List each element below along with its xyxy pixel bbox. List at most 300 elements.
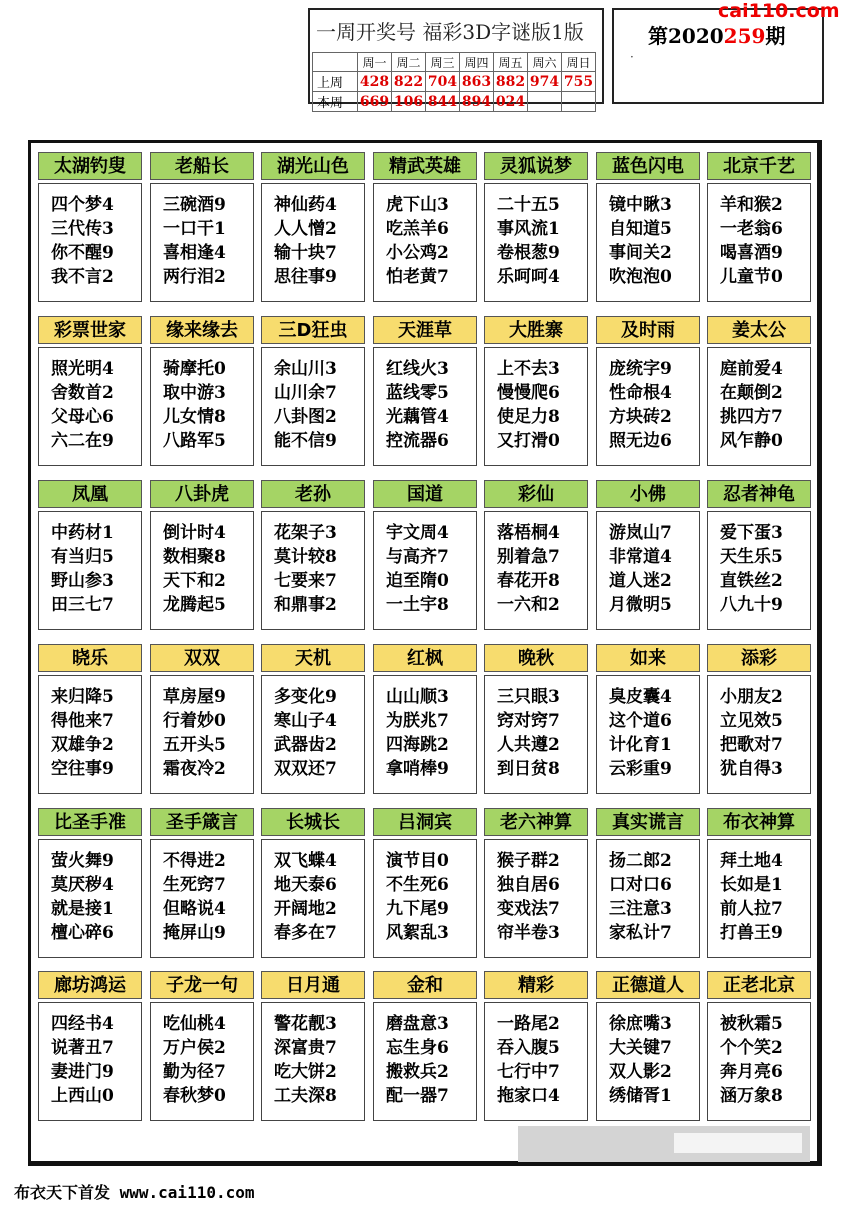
riddle-line: 说著丑7: [51, 1038, 114, 1058]
riddle-line: 山川余7: [274, 383, 337, 403]
riddle-body: [596, 511, 700, 630]
draw-number: 106: [392, 92, 426, 112]
riddle-body: [373, 347, 477, 466]
riddle-line: 春多在7: [274, 923, 337, 943]
riddle-line: 骑摩托0: [163, 359, 226, 379]
riddle-author: 忍者神龟: [707, 480, 811, 508]
riddle-line: 落梧桐4: [497, 523, 560, 543]
riddle-cell: [150, 152, 256, 302]
riddle-cell: [261, 971, 367, 1121]
riddle-line: 到日贫8: [497, 759, 560, 779]
riddle-cell: [373, 152, 479, 302]
riddle-body: [150, 839, 254, 958]
riddle-line: 六二在9: [51, 431, 114, 451]
riddle-line: 行着妙0: [163, 711, 226, 731]
riddle-cell: [261, 152, 367, 302]
riddle-line: 计化育1: [609, 735, 672, 755]
riddle-body: [707, 183, 811, 302]
riddle-line: 就是接1: [51, 899, 114, 919]
riddle-line: 不得进2: [163, 851, 226, 871]
riddle-line: 蓝线零5: [386, 383, 449, 403]
riddle-line: 吃大饼2: [274, 1062, 337, 1082]
riddle-body: [261, 183, 365, 302]
riddle-line: 儿童节0: [720, 267, 783, 287]
riddle-body: [596, 839, 700, 958]
riddle-line: 被秋霜5: [720, 1014, 783, 1034]
riddle-line: 天生乐5: [720, 547, 783, 567]
riddle-cell: [596, 152, 702, 302]
riddle-author: 比圣手准: [38, 808, 142, 836]
riddle-line: 别着急7: [497, 547, 560, 567]
riddle-line: 我不言2: [51, 267, 114, 287]
riddle-body: [596, 347, 700, 466]
riddle-author: 圣手箴言: [150, 808, 254, 836]
riddle-line: 天下和2: [163, 571, 226, 591]
riddle-line: 地天泰6: [274, 875, 337, 895]
riddle-author: 彩票世家: [38, 316, 142, 344]
riddle-body: [38, 675, 142, 794]
riddle-line: 照光明4: [51, 359, 114, 379]
riddle-line: 中药材1: [51, 523, 114, 543]
riddle-line: 照无边6: [609, 431, 672, 451]
riddle-line: 配一器7: [386, 1086, 449, 1106]
riddle-line: 猴子群2: [497, 851, 560, 871]
riddle-body: [373, 1002, 477, 1121]
riddle-line: 虎下山3: [386, 195, 449, 215]
riddle-line: 莫厌秽4: [51, 875, 114, 895]
riddle-body: [373, 183, 477, 302]
day-label: 周四: [460, 53, 494, 72]
riddle-line: 使足力8: [497, 407, 560, 427]
riddle-line: 大关键7: [609, 1038, 672, 1058]
riddle-line: 道人迷2: [609, 571, 672, 591]
riddle-body: [707, 839, 811, 958]
riddle-line: 有当归5: [51, 547, 114, 567]
riddle-line: 警花靓3: [274, 1014, 337, 1034]
riddle-author: 正老北京: [707, 971, 811, 999]
riddle-body: [484, 839, 588, 958]
riddle-line: 霜夜冷2: [163, 759, 226, 779]
riddle-line: 长如是1: [720, 875, 783, 895]
draw-table: [312, 52, 596, 112]
riddle-line: 喝喜酒9: [720, 243, 783, 263]
riddle-cell: [484, 152, 590, 302]
riddle-line: 在颠倒2: [720, 383, 783, 403]
riddle-line: 小公鸡2: [386, 243, 449, 263]
riddle-line: 吃羔羊6: [386, 219, 449, 239]
riddle-line: 月微明5: [609, 595, 672, 615]
riddle-line: 事间关2: [609, 243, 672, 263]
riddle-author: 金和: [373, 971, 477, 999]
riddle-line: 五开头5: [163, 735, 226, 755]
draw-number: 428: [358, 72, 392, 92]
riddle-body: [38, 839, 142, 958]
riddle-body: [150, 347, 254, 466]
riddle-author: 正德道人: [596, 971, 700, 999]
riddle-line: 迫至隋0: [386, 571, 449, 591]
riddle-author: 灵狐说梦: [484, 152, 588, 180]
riddle-cell: [596, 808, 702, 958]
issue-number: [648, 20, 785, 49]
riddle-author: 八卦虎: [150, 480, 254, 508]
riddle-cell: [596, 971, 702, 1121]
riddle-line: 余山川3: [274, 359, 337, 379]
riddle-cell: [38, 971, 144, 1121]
riddle-cell: [150, 971, 256, 1121]
riddle-line: 二十五5: [497, 195, 560, 215]
riddle-cell: [38, 644, 144, 794]
riddle-line: 口对口6: [609, 875, 672, 895]
riddle-author: 太湖钓叟: [38, 152, 142, 180]
riddle-cell: [261, 808, 367, 958]
riddle-body: [373, 839, 477, 958]
riddle-line: 吹泡泡0: [609, 267, 672, 287]
riddle-line: 思往事9: [274, 267, 337, 287]
riddle-author: 大胜寨: [484, 316, 588, 344]
riddle-author: 天机: [261, 644, 365, 672]
riddle-line: 掩屏山9: [163, 923, 226, 943]
riddle-body: [38, 1002, 142, 1121]
riddle-cell: [38, 480, 144, 630]
riddle-line: 草房屋9: [163, 687, 226, 707]
riddle-line: 数相聚8: [163, 547, 226, 567]
riddle-body: [150, 511, 254, 630]
last-week-row: [313, 72, 596, 92]
riddle-cell: [484, 316, 590, 466]
riddle-line: 自知道5: [609, 219, 672, 239]
riddle-line: 磨盘意3: [386, 1014, 449, 1034]
riddle-line: 徐庶嘴3: [609, 1014, 672, 1034]
riddle-cell: [484, 808, 590, 958]
riddle-author: 蓝色闪电: [596, 152, 700, 180]
riddle-line: 来归降5: [51, 687, 114, 707]
riddle-author: 如来: [596, 644, 700, 672]
riddle-line: 把歌对7: [720, 735, 783, 755]
riddle-line: 开阔地2: [274, 899, 337, 919]
riddle-body: [484, 347, 588, 466]
riddle-line: 一口干1: [163, 219, 226, 239]
riddle-line: 深富贵7: [274, 1038, 337, 1058]
riddle-line: 两行泪2: [163, 267, 226, 287]
riddle-line: 人人憎2: [274, 219, 337, 239]
riddle-line: 儿女情8: [163, 407, 226, 427]
riddle-line: 勤为径7: [163, 1062, 226, 1082]
riddle-line: 又打滑0: [497, 431, 560, 451]
riddle-author: 老六神算: [484, 808, 588, 836]
riddle-cell: [707, 480, 813, 630]
riddle-line: 吞入腹5: [497, 1038, 560, 1058]
riddle-author: 晚秋: [484, 644, 588, 672]
riddle-author: 添彩: [707, 644, 811, 672]
riddle-author: 廊坊鸿运: [38, 971, 142, 999]
riddle-line: 搬救兵2: [386, 1062, 449, 1082]
riddle-line: 镜中瞅3: [609, 195, 672, 215]
riddle-line: 上不去3: [497, 359, 560, 379]
riddle-author: 双双: [150, 644, 254, 672]
riddle-line: 挑四方7: [720, 407, 783, 427]
riddle-line: 一六和2: [497, 595, 560, 615]
riddle-line: 窍对窍7: [497, 711, 560, 731]
riddle-line: 八九十9: [720, 595, 783, 615]
riddle-line: 生死窍7: [163, 875, 226, 895]
riddle-line: 人共遵2: [497, 735, 560, 755]
riddle-line: 游岚山7: [609, 523, 672, 543]
riddle-body: [484, 511, 588, 630]
riddle-line: 空往事9: [51, 759, 114, 779]
draw-number: 024: [494, 92, 528, 112]
riddle-line: 神仙药4: [274, 195, 337, 215]
riddle-line: 野山参3: [51, 571, 114, 591]
riddle-author: 彩仙: [484, 480, 588, 508]
footer-box: [518, 1126, 810, 1162]
issue-prefix: 第2020: [648, 24, 724, 48]
riddle-line: 家私计7: [609, 923, 672, 943]
day-label: 周六: [528, 53, 562, 72]
draw-number: [562, 92, 596, 112]
riddle-line: 不生死6: [386, 875, 449, 895]
riddle-cell: [707, 971, 813, 1121]
riddle-cell: [38, 152, 144, 302]
riddle-line: 双人影2: [609, 1062, 672, 1082]
draw-number: 844: [426, 92, 460, 112]
riddle-line: 万户侯2: [163, 1038, 226, 1058]
draw-number: 755: [562, 72, 596, 92]
riddle-line: 寒山子4: [274, 711, 337, 731]
riddle-cell: [150, 316, 256, 466]
riddle-line: 能不信9: [274, 431, 337, 451]
riddle-line: 三注意3: [609, 899, 672, 919]
weekly-draw-panel: [308, 8, 604, 111]
riddle-cell: [373, 644, 479, 794]
riddle-line: 妻进门9: [51, 1062, 114, 1082]
riddle-cell: [150, 808, 256, 958]
draw-number: [528, 92, 562, 112]
riddle-cell: [484, 644, 590, 794]
riddle-line: 独自居6: [497, 875, 560, 895]
riddle-line: 这个道6: [609, 711, 672, 731]
footer-text: 布衣天下首发 www.cai110.com: [14, 1183, 255, 1202]
riddle-line: 拿哨棒9: [386, 759, 449, 779]
riddle-author: 长城长: [261, 808, 365, 836]
riddle-line: 武器齿2: [274, 735, 337, 755]
riddle-line: 爱下蛋3: [720, 523, 783, 543]
riddle-line: 花架子3: [274, 523, 337, 543]
riddle-author: 布衣神算: [707, 808, 811, 836]
riddle-line: 光藕管4: [386, 407, 449, 427]
riddle-line: 莫计较8: [274, 547, 337, 567]
riddle-cell: [373, 316, 479, 466]
riddle-body: [150, 675, 254, 794]
riddle-body: [484, 675, 588, 794]
site-logo: cai110.com: [718, 0, 840, 22]
riddle-line: 九下尾9: [386, 899, 449, 919]
riddle-line: 演节目0: [386, 851, 449, 871]
riddle-line: 忘生身6: [386, 1038, 449, 1058]
riddle-line: 喜相逢4: [163, 243, 226, 263]
riddle-line: 宇文周4: [386, 523, 449, 543]
riddle-line: 双雄争2: [51, 735, 114, 755]
draw-number: 822: [392, 72, 426, 92]
riddle-line: 怕老黄7: [386, 267, 449, 287]
riddle-author: 国道: [373, 480, 477, 508]
riddle-cell: [596, 316, 702, 466]
draw-number: 669: [358, 92, 392, 112]
riddle-body: [707, 511, 811, 630]
riddle-cell: [373, 971, 479, 1121]
draw-number: 704: [426, 72, 460, 92]
riddle-author: 凤凰: [38, 480, 142, 508]
riddle-body: [484, 1002, 588, 1121]
riddle-line: 控流器6: [386, 431, 449, 451]
riddle-body: [38, 183, 142, 302]
riddle-author: 小佛: [596, 480, 700, 508]
riddle-cell: [596, 480, 702, 630]
day-label: 周五: [494, 53, 528, 72]
riddle-line: 春花开8: [497, 571, 560, 591]
riddle-line: 八卦图2: [274, 407, 337, 427]
riddle-author: 缘来缘去: [150, 316, 254, 344]
riddle-cell: [707, 152, 813, 302]
riddle-line: 个个笑2: [720, 1038, 783, 1058]
riddle-line: 事风流1: [497, 219, 560, 239]
riddle-author: 精彩: [484, 971, 588, 999]
riddle-cell: [38, 808, 144, 958]
riddle-line: 取中游3: [163, 383, 226, 403]
riddle-line: 工夫深8: [274, 1086, 337, 1106]
riddle-line: 绣储胥1: [609, 1086, 672, 1106]
riddle-line: 直铁丝2: [720, 571, 783, 591]
riddle-cell: [261, 480, 367, 630]
riddle-line: 双飞蝶4: [274, 851, 337, 871]
day-label: 周二: [392, 53, 426, 72]
riddle-cell: [484, 971, 590, 1121]
riddle-line: 奔月亮6: [720, 1062, 783, 1082]
riddle-body: [38, 347, 142, 466]
riddle-author: 北京千艺: [707, 152, 811, 180]
riddle-line: 一路尾2: [497, 1014, 560, 1034]
riddle-line: 舍数首2: [51, 383, 114, 403]
day-header-row: [313, 53, 596, 72]
riddle-line: 你不醒9: [51, 243, 114, 263]
riddle-line: 为朕兆7: [386, 711, 449, 731]
riddle-line: 打兽王9: [720, 923, 783, 943]
riddle-body: [707, 675, 811, 794]
riddle-line: 四海跳2: [386, 735, 449, 755]
riddle-line: 双双还7: [274, 759, 337, 779]
day-label: 周日: [562, 53, 596, 72]
riddle-line: 羊和猴2: [720, 195, 783, 215]
riddle-cell: [150, 480, 256, 630]
riddle-line: 但略说4: [163, 899, 226, 919]
riddle-line: 三碗酒9: [163, 195, 226, 215]
riddle-cell: [707, 644, 813, 794]
riddle-line: 风乍静0: [720, 431, 783, 451]
riddle-line: 风絮乱3: [386, 923, 449, 943]
riddle-line: 前人拉7: [720, 899, 783, 919]
riddle-line: 春秋梦0: [163, 1086, 226, 1106]
riddle-line: 变戏法7: [497, 899, 560, 919]
riddle-line: 四经书4: [51, 1014, 114, 1034]
draw-number: 882: [494, 72, 528, 92]
draw-number: 863: [460, 72, 494, 92]
riddle-author: 老孙: [261, 480, 365, 508]
riddle-line: 性命根4: [609, 383, 672, 403]
riddle-author: 红枫: [373, 644, 477, 672]
riddle-author: 三D狂虫: [261, 316, 365, 344]
riddle-line: 多变化9: [274, 687, 337, 707]
draw-number: 974: [528, 72, 562, 92]
riddle-cell: [707, 316, 813, 466]
riddle-line: 输十块7: [274, 243, 337, 263]
issue-highlight: 259: [723, 24, 766, 48]
riddle-body: [707, 1002, 811, 1121]
riddle-line: 庭前爱4: [720, 359, 783, 379]
riddle-line: 云彩重9: [609, 759, 672, 779]
riddle-line: 和鼎事2: [274, 595, 337, 615]
riddle-author: 及时雨: [596, 316, 700, 344]
riddle-line: 拜土地4: [720, 851, 783, 871]
riddle-line: 七行中7: [497, 1062, 560, 1082]
riddle-author: 日月通: [261, 971, 365, 999]
riddle-author: 真实谎言: [596, 808, 700, 836]
riddle-body: [261, 839, 365, 958]
riddle-line: 一土宇8: [386, 595, 449, 615]
riddle-body: [596, 675, 700, 794]
riddle-line: 七要来7: [274, 571, 337, 591]
riddle-line: 拖家口4: [497, 1086, 560, 1106]
riddle-body: [596, 1002, 700, 1121]
riddle-line: 卷根葱9: [497, 243, 560, 263]
riddle-line: 立见效5: [720, 711, 783, 731]
riddle-line: 庞统字9: [609, 359, 672, 379]
riddle-line: 涵万象8: [720, 1086, 783, 1106]
riddle-cell: [150, 644, 256, 794]
riddle-line: 山山顺3: [386, 687, 449, 707]
riddle-cell: [596, 644, 702, 794]
panel-title: 一周开奖号 福彩3D字谜版1版: [316, 20, 584, 44]
riddle-line: 方块砖2: [609, 407, 672, 427]
row-label: 本周: [313, 92, 358, 112]
riddle-author: 老船长: [150, 152, 254, 180]
riddle-body: [484, 183, 588, 302]
riddle-body: [373, 675, 477, 794]
riddle-line: 田三七7: [51, 595, 114, 615]
riddle-line: 四个梦4: [51, 195, 114, 215]
row-label: 上周: [313, 72, 358, 92]
riddle-line: 小朋友2: [720, 687, 783, 707]
issue-suffix: 期: [765, 24, 786, 48]
riddle-line: 三只眼3: [497, 687, 560, 707]
riddle-line: 得他来7: [51, 711, 114, 731]
riddle-cell: [261, 644, 367, 794]
day-label: 周一: [358, 53, 392, 72]
riddle-body: [596, 183, 700, 302]
riddle-author: 晓乐: [38, 644, 142, 672]
riddle-line: 萤火舞9: [51, 851, 114, 871]
riddle-author: 姜太公: [707, 316, 811, 344]
riddle-line: 非常道4: [609, 547, 672, 567]
riddle-line: 红线火3: [386, 359, 449, 379]
riddle-cell: [373, 808, 479, 958]
riddle-line: 三代传3: [51, 219, 114, 239]
riddle-body: [261, 347, 365, 466]
riddle-line: 上西山0: [51, 1086, 114, 1106]
riddle-author: 天涯草: [373, 316, 477, 344]
riddle-line: 倒计时4: [163, 523, 226, 543]
riddle-author: 吕洞宾: [373, 808, 477, 836]
riddle-author: 子龙一句: [150, 971, 254, 999]
draw-number: 894: [460, 92, 494, 112]
